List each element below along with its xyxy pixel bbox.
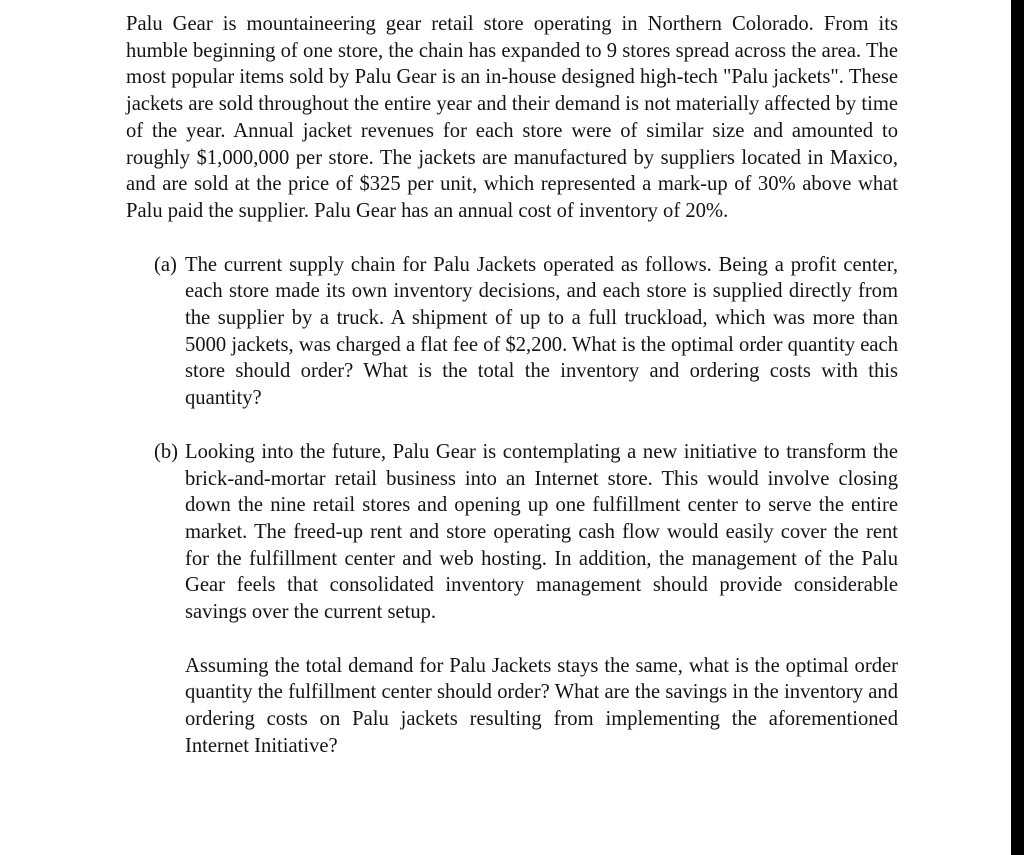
window-edge-border — [1011, 0, 1024, 855]
part-a-text: The current supply chain for Palu Jackets operated as follows. Being a profit center, each store made its own inventory decisions, and each store is supplied directly from the supplier by a truck. A shipment of up to a full truckload, which was more than 5000 jackets, was charged a flat fee of $2,200. What is the optimal order quantity each store should order? What is the total the inventory and ordering costs with this quantity? — [185, 253, 898, 410]
question-part-b — [154, 439, 898, 626]
part-b-followup-question: Assuming the total demand for Palu Jackets stays the same, what is the optimal order quantity the fulfillment center should order? What are the savings in the inventory and ordering costs on Palu jackets resulting from implementing the aforementioned Internet Initiative? — [185, 654, 898, 757]
question-part-a — [154, 252, 898, 412]
intro-paragraph: Palu Gear is mountaineering gear retail store operating in Northern Colorado. From its humble beginning of one store, the chain has expanded to 9 stores spread across the area. The most popular items sold by Palu Gear is an in-house designed high-tech "Palu jackets". These jackets are sold throughout the entire year and their demand is not materially affected by time of the year. Annual jacket revenues for each store were of similar size and amounted to roughly $1,000,000 per store. The jackets are manufactured by suppliers located in Maxico, and are sold at the price of $325 per unit, which represented a mark-up of 30% above what Palu paid the supplier. Palu Gear has an annual cost of inventory of 20%. — [126, 13, 898, 222]
part-b-text: Looking into the future, Palu Gear is contemplating a new initiative to transform the brick-and-mortar retail business into an Internet store. This would involve closing down the nine retail stores and opening up one fulfillment center to serve the entire market. The freed-up rent and store operating cash flow would easily cover the rent for the fulfillment center and web hosting. In addition, the management of the Palu Gear feels that consolidated inventory management should provide considerable savings over the current setup. — [185, 440, 898, 624]
part-a-marker: (a) — [154, 253, 177, 276]
part-b-marker: (b) — [154, 440, 179, 463]
document-body — [126, 11, 898, 780]
